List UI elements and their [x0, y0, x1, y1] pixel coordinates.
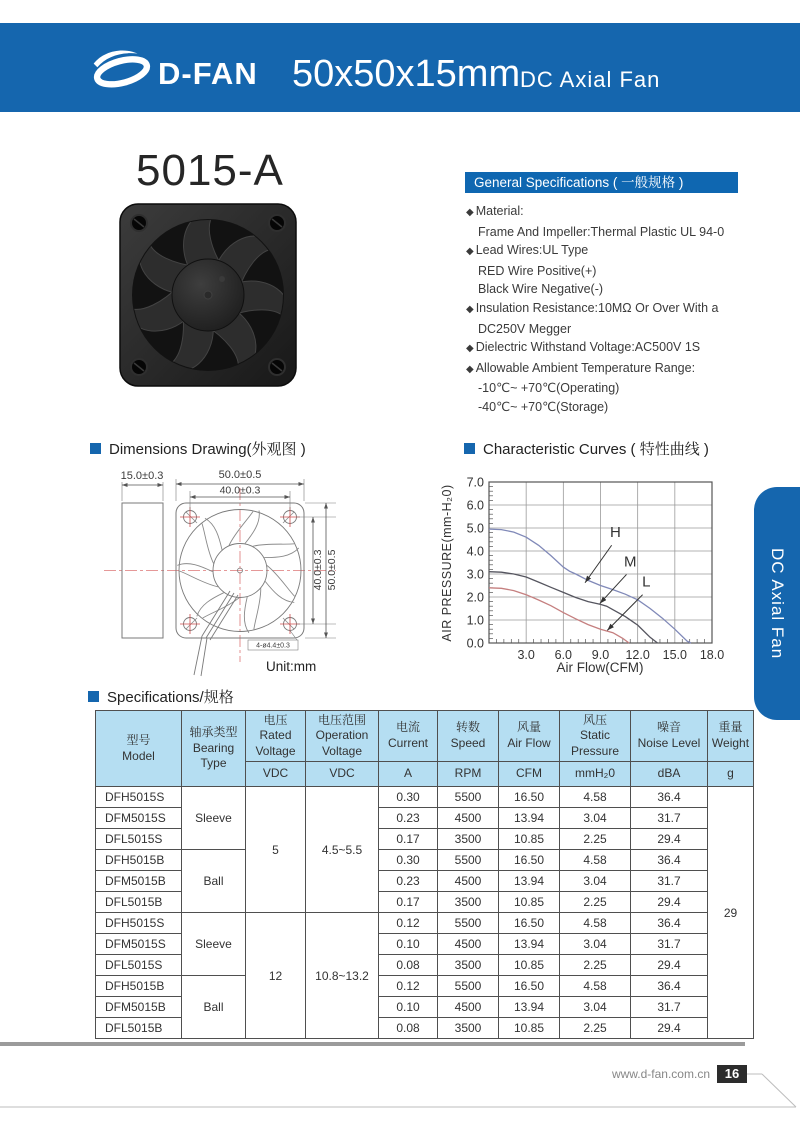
- column-header: 风量 Air Flow: [499, 711, 560, 762]
- cell: Ball: [182, 976, 246, 1039]
- y-tick-label: 3.0: [466, 567, 484, 582]
- page-number-badge: 16: [717, 1065, 747, 1083]
- curves-chart: [440, 458, 785, 693]
- curve-label: L: [642, 573, 651, 591]
- cell: 4.5~5.5: [306, 787, 379, 913]
- spec-list: [466, 202, 766, 417]
- cell: 16.50: [499, 913, 560, 934]
- spec-item: ◆ Insulation Resistance:10MΩ Or Over With a: [466, 300, 719, 315]
- column-header: 电流 Current: [379, 711, 438, 762]
- y-axis-title: AIR PRESSURE(mm-H₂0): [440, 484, 454, 642]
- general-specs-header: General Specifications ( 一般规格 ): [465, 172, 738, 193]
- cell: 0.08: [379, 955, 438, 976]
- cell: DFL5015S: [96, 829, 182, 850]
- cell: 2.25: [560, 829, 631, 850]
- cell: Sleeve: [182, 787, 246, 850]
- cell: 36.4: [631, 976, 708, 997]
- column-header: 电压 Rated Voltage: [246, 711, 306, 762]
- product-size-text: 50x50x15mm: [292, 53, 521, 95]
- unit-header: mmH₂0: [560, 762, 631, 787]
- cell: 16.50: [499, 976, 560, 997]
- dim-overall-height: 50.0±0.5: [326, 549, 338, 591]
- spec-item: Black Wire Negative(-): [478, 282, 604, 297]
- section-title-specs: Specifications/规格: [88, 686, 234, 707]
- diamond-bullet-icon: ◆: [466, 363, 474, 375]
- table-row: [96, 976, 754, 997]
- cell: 13.94: [499, 808, 560, 829]
- unit-header: g: [708, 762, 754, 787]
- column-header: 型号 Model: [96, 711, 182, 787]
- chart-plot-area: [467, 476, 725, 663]
- cell: Sleeve: [182, 913, 246, 976]
- blue-square-icon: [88, 691, 99, 702]
- cell: DFL5015B: [96, 1018, 182, 1039]
- cell: DFM5015S: [96, 808, 182, 829]
- cell: 16.50: [499, 787, 560, 808]
- x-tick-label: 9.0: [591, 648, 610, 662]
- curve-label: M: [623, 553, 637, 571]
- cell: 4.58: [560, 850, 631, 871]
- cell: DFM5015S: [96, 934, 182, 955]
- cell: 2.25: [560, 955, 631, 976]
- fan-logo-icon: [90, 47, 154, 93]
- cell: 29.4: [631, 829, 708, 850]
- cell: 13.94: [499, 934, 560, 955]
- cell: 3.04: [560, 934, 631, 955]
- y-tick-label: 0.0: [466, 636, 484, 651]
- cell: DFL5015S: [96, 955, 182, 976]
- unit-header: VDC: [306, 762, 379, 787]
- cell: 2.25: [560, 1018, 631, 1039]
- cell: 5500: [438, 850, 499, 871]
- dim-hole-pitch-v: 40.0±0.3: [312, 549, 324, 591]
- y-tick-label: 4.0: [466, 544, 484, 559]
- cell: 10.85: [499, 1018, 560, 1039]
- footer-divider: [0, 1042, 745, 1046]
- y-tick-label: 2.0: [466, 590, 484, 605]
- dim-hole-note: 4-ø4.4±0.3: [256, 642, 290, 650]
- cell: 13.94: [499, 871, 560, 892]
- cell: 29.4: [631, 1018, 708, 1039]
- cell: 31.7: [631, 871, 708, 892]
- cell: 29: [708, 787, 754, 1039]
- table-row: [96, 913, 754, 934]
- spec-item: Frame And Impeller:Thermal Plastic UL 94-0: [478, 224, 725, 239]
- cell: DFH5015S: [96, 787, 182, 808]
- footer-corner-lines: [0, 1060, 800, 1115]
- cell: DFM5015B: [96, 997, 182, 1018]
- cell: 13.94: [499, 997, 560, 1018]
- cell: 0.17: [379, 829, 438, 850]
- product-model-title: 5015-A: [136, 146, 284, 195]
- cell: 0.12: [379, 913, 438, 934]
- x-tick-label: 18.0: [699, 648, 725, 662]
- cell: 4500: [438, 997, 499, 1018]
- cell: 5500: [438, 913, 499, 934]
- cell: 0.17: [379, 892, 438, 913]
- cell: Ball: [182, 850, 246, 913]
- blue-square-icon: [464, 443, 475, 454]
- cell: 3500: [438, 955, 499, 976]
- cell: DFH5015S: [96, 913, 182, 934]
- cell: 31.7: [631, 808, 708, 829]
- y-tick-label: 5.0: [466, 521, 484, 536]
- cell: 5500: [438, 787, 499, 808]
- cell: 3500: [438, 1018, 499, 1039]
- cell: 0.12: [379, 976, 438, 997]
- side-tab: [754, 487, 800, 720]
- curve-L: [489, 588, 629, 643]
- x-axis-title: Air Flow(CFM): [556, 660, 644, 675]
- diamond-bullet-icon: ◆: [466, 207, 474, 218]
- cell: 5500: [438, 976, 499, 997]
- cell: 0.30: [379, 787, 438, 808]
- top-bar: [0, 23, 800, 112]
- cell: 10.8~13.2: [306, 913, 379, 1039]
- cell: 29.4: [631, 955, 708, 976]
- cell: 4500: [438, 808, 499, 829]
- x-tick-label: 15.0: [662, 648, 688, 662]
- diamond-bullet-icon: ◆: [466, 303, 474, 315]
- cell: 12: [246, 913, 306, 1039]
- cell: 0.30: [379, 850, 438, 871]
- column-header: 重量 Weight: [708, 711, 754, 762]
- column-header: 噪音 Noise Level: [631, 711, 708, 762]
- cell: 4500: [438, 871, 499, 892]
- table-row: [96, 787, 754, 808]
- spec-item: ◆ Dielectric Withstand Voltage:AC500V 1S: [466, 340, 701, 355]
- y-tick-label: 1.0: [466, 613, 484, 628]
- cell: 31.7: [631, 997, 708, 1018]
- unit-header: VDC: [246, 762, 306, 787]
- column-header: 转数 Speed: [438, 711, 499, 762]
- cell: DFL5015B: [96, 892, 182, 913]
- spec-item: -10℃~ +70℃(Operating): [478, 381, 620, 396]
- spec-item: ◆ Lead Wires:UL Type: [466, 243, 589, 258]
- cell: 10.85: [499, 892, 560, 913]
- y-tick-label: 7.0: [466, 475, 484, 490]
- diamond-bullet-icon: ◆: [466, 343, 474, 355]
- unit-header: RPM: [438, 762, 499, 787]
- cell: 4.58: [560, 913, 631, 934]
- cell: 0.10: [379, 934, 438, 955]
- spec-table: [95, 710, 754, 1039]
- spec-item: ◆ Allowable Ambient Temperature Range:: [466, 360, 696, 375]
- cell: 29.4: [631, 892, 708, 913]
- cell: 5: [246, 787, 306, 913]
- cell: DFM5015B: [96, 871, 182, 892]
- diamond-bullet-icon: ◆: [466, 246, 474, 258]
- brand-text: D-FAN: [158, 56, 258, 91]
- cell: 3500: [438, 892, 499, 913]
- spec-item: RED Wire Positive(+): [478, 263, 597, 278]
- dim-hole-pitch: 40.0±0.3: [219, 484, 261, 497]
- cell: 0.10: [379, 997, 438, 1018]
- cell: 16.50: [499, 850, 560, 871]
- curve-label: H: [609, 524, 621, 542]
- unit-header: dBA: [631, 762, 708, 787]
- spec-item: -40℃~ +70℃(Storage): [478, 399, 609, 414]
- cell: DFH5015B: [96, 850, 182, 871]
- fan-photo: [118, 202, 298, 388]
- column-header: 电压范围 Operation Voltage: [306, 711, 379, 762]
- cell: 3500: [438, 829, 499, 850]
- cell: 3.04: [560, 808, 631, 829]
- cell: 3.04: [560, 997, 631, 1018]
- cell: 10.85: [499, 829, 560, 850]
- dim-overall-width: 50.0±0.5: [218, 469, 262, 481]
- unit-header: CFM: [499, 762, 560, 787]
- product-type-text: DC Axial Fan: [520, 67, 661, 92]
- column-header: 风压 Static Pressure: [560, 711, 631, 762]
- dimension-drawing: [90, 462, 440, 682]
- cell: 3.04: [560, 871, 631, 892]
- cell: 4.58: [560, 787, 631, 808]
- cell: 31.7: [631, 934, 708, 955]
- cell: 0.08: [379, 1018, 438, 1039]
- y-tick-label: 6.0: [466, 498, 484, 513]
- cell: DFH5015B: [96, 976, 182, 997]
- cell: 36.4: [631, 913, 708, 934]
- cell: 10.85: [499, 955, 560, 976]
- cell: 0.23: [379, 871, 438, 892]
- spec-table-head: [96, 711, 754, 787]
- curve-arrow: [600, 574, 627, 603]
- column-header: 轴承类型 Bearing Type: [182, 711, 246, 787]
- x-tick-label: 6.0: [554, 648, 573, 662]
- unit-label: Unit:mm: [266, 659, 317, 674]
- spec-item: DC250V Megger: [478, 321, 572, 336]
- dim-side-width: 15.0±0.3: [120, 470, 164, 482]
- cell: 0.23: [379, 808, 438, 829]
- cell: 36.4: [631, 850, 708, 871]
- section-title-curves: Characteristic Curves ( 特性曲线 ): [464, 438, 709, 459]
- section-title-dimensions: Dimensions Drawing(外观图 ): [90, 438, 306, 459]
- x-tick-label: 3.0: [517, 648, 535, 662]
- table-row: [96, 850, 754, 871]
- cell: 2.25: [560, 892, 631, 913]
- unit-header: A: [379, 762, 438, 787]
- cell: 4500: [438, 934, 499, 955]
- spec-table-body: [96, 787, 754, 1039]
- cell: 4.58: [560, 976, 631, 997]
- curve-M: [489, 572, 658, 643]
- footer-website: www.d-fan.com.cn: [611, 1067, 710, 1081]
- x-tick-label: 12.0: [625, 648, 650, 662]
- spec-item: ◆ Material:: [466, 204, 524, 218]
- cell: 36.4: [631, 787, 708, 808]
- blue-square-icon: [90, 443, 101, 454]
- side-tab-label: DC Axial Fan: [768, 547, 787, 660]
